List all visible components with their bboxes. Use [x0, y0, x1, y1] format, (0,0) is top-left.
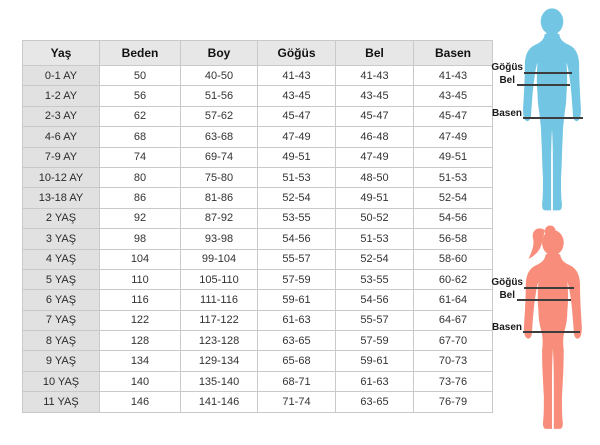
value-cell: 43-45	[336, 86, 414, 106]
value-cell: 41-43	[414, 66, 493, 86]
value-cell: 92	[100, 208, 181, 228]
column-header: Boy	[181, 41, 258, 66]
value-cell: 57-59	[336, 331, 414, 351]
age-cell: 4-6 AY	[23, 127, 100, 147]
value-cell: 46-48	[336, 127, 414, 147]
value-cell: 47-49	[414, 127, 493, 147]
value-cell: 141-146	[181, 392, 258, 412]
table-row	[23, 106, 493, 126]
table-row	[23, 351, 493, 371]
female-hip-label: Basen	[491, 322, 522, 333]
age-cell: 9 YAŞ	[23, 351, 100, 371]
value-cell: 49-51	[414, 147, 493, 167]
value-cell: 128	[100, 331, 181, 351]
value-cell: 80	[100, 167, 181, 187]
value-cell: 57-59	[258, 269, 336, 289]
value-cell: 63-65	[258, 331, 336, 351]
value-cell: 93-98	[181, 229, 258, 249]
value-cell: 76-79	[414, 392, 493, 412]
male-chest-label: Göğüs	[491, 62, 523, 73]
table-row	[23, 269, 493, 289]
value-cell: 51-53	[336, 229, 414, 249]
value-cell: 41-43	[258, 66, 336, 86]
value-cell: 75-80	[181, 167, 258, 187]
value-cell: 64-67	[414, 310, 493, 330]
age-cell: 7 YAŞ	[23, 310, 100, 330]
table-row	[23, 188, 493, 208]
value-cell: 40-50	[181, 66, 258, 86]
value-cell: 81-86	[181, 188, 258, 208]
value-cell: 56-58	[414, 229, 493, 249]
female-waist-measure-line	[517, 299, 571, 301]
value-cell: 50-52	[336, 208, 414, 228]
value-cell: 45-47	[336, 106, 414, 126]
value-cell: 62	[100, 106, 181, 126]
size-table	[22, 40, 493, 413]
value-cell: 54-56	[258, 229, 336, 249]
value-cell: 70-73	[414, 351, 493, 371]
male-waist-measure-line	[517, 84, 570, 86]
value-cell: 49-51	[336, 188, 414, 208]
age-cell: 7-9 AY	[23, 147, 100, 167]
value-cell: 104	[100, 249, 181, 269]
value-cell: 41-43	[336, 66, 414, 86]
table-row	[23, 310, 493, 330]
age-cell: 2-3 AY	[23, 106, 100, 126]
value-cell: 47-49	[258, 127, 336, 147]
age-cell: 2 YAŞ	[23, 208, 100, 228]
age-cell: 10-12 AY	[23, 167, 100, 187]
value-cell: 116	[100, 290, 181, 310]
value-cell: 67-70	[414, 331, 493, 351]
value-cell: 51-53	[414, 167, 493, 187]
value-cell: 68-71	[258, 371, 336, 391]
value-cell: 43-45	[414, 86, 493, 106]
value-cell: 53-55	[258, 208, 336, 228]
table-body	[23, 66, 493, 413]
value-cell: 65-68	[258, 351, 336, 371]
age-cell: 6 YAŞ	[23, 290, 100, 310]
value-cell: 58-60	[414, 249, 493, 269]
table-row	[23, 147, 493, 167]
column-header: Göğüs	[258, 41, 336, 66]
table-row	[23, 66, 493, 86]
age-cell: 5 YAŞ	[23, 269, 100, 289]
female-hip-measure-line	[523, 331, 580, 333]
value-cell: 63-68	[181, 127, 258, 147]
age-cell: 4 YAŞ	[23, 249, 100, 269]
value-cell: 73-76	[414, 371, 493, 391]
column-header: Basen	[414, 41, 493, 66]
value-cell: 71-74	[258, 392, 336, 412]
age-cell: 11 YAŞ	[23, 392, 100, 412]
value-cell: 45-47	[414, 106, 493, 126]
value-cell: 99-104	[181, 249, 258, 269]
value-cell: 51-56	[181, 86, 258, 106]
table-row	[23, 229, 493, 249]
value-cell: 61-64	[414, 290, 493, 310]
column-header: Beden	[100, 41, 181, 66]
value-cell: 98	[100, 229, 181, 249]
value-cell: 54-56	[414, 208, 493, 228]
value-cell: 52-54	[336, 249, 414, 269]
table-row	[23, 249, 493, 269]
value-cell: 61-63	[336, 371, 414, 391]
value-cell: 59-61	[258, 290, 336, 310]
female-chest-measure-line	[524, 287, 574, 289]
female-chest-label: Göğüs	[491, 277, 523, 288]
value-cell: 122	[100, 310, 181, 330]
value-cell: 111-116	[181, 290, 258, 310]
header-row	[23, 41, 493, 66]
table-row	[23, 290, 493, 310]
value-cell: 47-49	[336, 147, 414, 167]
value-cell: 53-55	[336, 269, 414, 289]
value-cell: 146	[100, 392, 181, 412]
column-header: Bel	[336, 41, 414, 66]
value-cell: 60-62	[414, 269, 493, 289]
table-row	[23, 331, 493, 351]
age-cell: 0-1 AY	[23, 66, 100, 86]
table-row	[23, 86, 493, 106]
age-cell: 8 YAŞ	[23, 331, 100, 351]
value-cell: 87-92	[181, 208, 258, 228]
value-cell: 48-50	[336, 167, 414, 187]
age-cell: 3 YAŞ	[23, 229, 100, 249]
male-hip-label: Basen	[491, 108, 522, 119]
table-row	[23, 371, 493, 391]
value-cell: 110	[100, 269, 181, 289]
male-waist-label: Bel	[499, 75, 515, 86]
value-cell: 50	[100, 66, 181, 86]
value-cell: 49-51	[258, 147, 336, 167]
value-cell: 56	[100, 86, 181, 106]
value-cell: 52-54	[258, 188, 336, 208]
value-cell: 55-57	[336, 310, 414, 330]
male-hip-measure-line	[523, 117, 583, 119]
value-cell: 59-61	[336, 351, 414, 371]
value-cell: 134	[100, 351, 181, 371]
value-cell: 51-53	[258, 167, 336, 187]
female-body-shape	[524, 226, 582, 429]
value-cell: 57-62	[181, 106, 258, 126]
age-cell: 10 YAŞ	[23, 371, 100, 391]
value-cell: 117-122	[181, 310, 258, 330]
value-cell: 54-56	[336, 290, 414, 310]
value-cell: 140	[100, 371, 181, 391]
age-cell: 1-2 AY	[23, 86, 100, 106]
value-cell: 74	[100, 147, 181, 167]
value-cell: 68	[100, 127, 181, 147]
value-cell: 43-45	[258, 86, 336, 106]
value-cell: 69-74	[181, 147, 258, 167]
value-cell: 55-57	[258, 249, 336, 269]
table-row	[23, 392, 493, 412]
column-header: Yaş	[23, 41, 100, 66]
table-row	[23, 167, 493, 187]
value-cell: 61-63	[258, 310, 336, 330]
table-row	[23, 127, 493, 147]
value-cell: 129-134	[181, 351, 258, 371]
value-cell: 63-65	[336, 392, 414, 412]
value-cell: 135-140	[181, 371, 258, 391]
female-waist-label: Bel	[499, 290, 515, 301]
table-row	[23, 208, 493, 228]
age-cell: 13-18 AY	[23, 188, 100, 208]
male-chest-measure-line	[524, 72, 572, 74]
value-cell: 105-110	[181, 269, 258, 289]
value-cell: 86	[100, 188, 181, 208]
value-cell: 45-47	[258, 106, 336, 126]
male-body-shape	[523, 8, 581, 210]
value-cell: 123-128	[181, 331, 258, 351]
value-cell: 52-54	[414, 188, 493, 208]
